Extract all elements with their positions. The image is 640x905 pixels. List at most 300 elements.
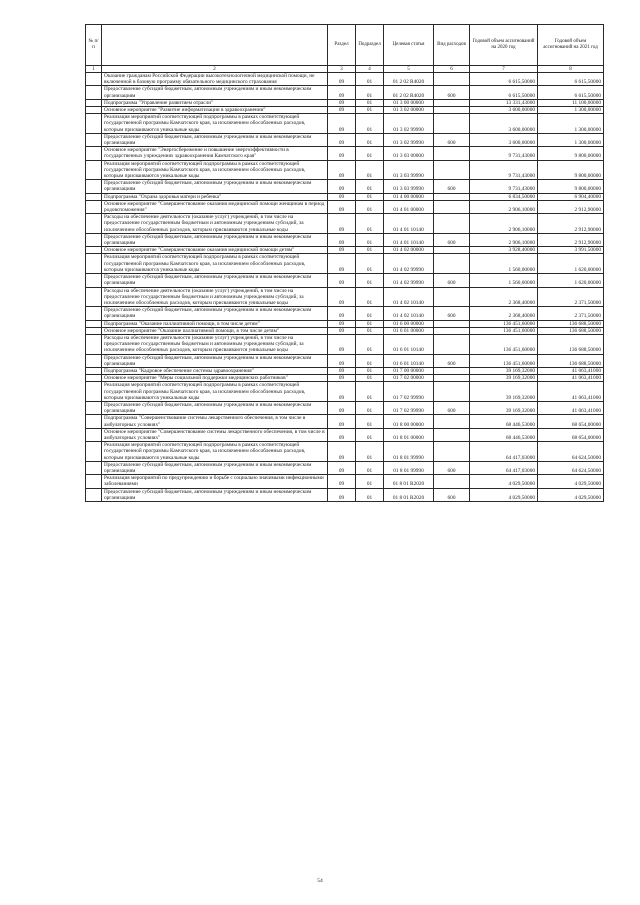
row-amount-2021-cell: 136 688,50000 — [538, 320, 604, 327]
row-amount-2020-cell: 1 560,00000 — [470, 254, 538, 274]
row-name-cell: Предоставление субсидий бюджетным, автономным учреждениям и иным некоммерческим организациям — [102, 180, 328, 193]
row-section-cell: 09 — [328, 287, 356, 307]
row-target-article-cell: 01 7 02 00000 — [384, 375, 434, 382]
row-target-article-cell: 01 4 02 99990 — [384, 254, 434, 274]
row-number-cell — [86, 114, 102, 134]
row-target-article-cell: 01 6 01 10140 — [384, 354, 434, 367]
row-expense-type-cell — [434, 428, 470, 441]
row-name-cell: Основное мероприятие "Оказание паллиативной помощи, в том числе детям" — [102, 327, 328, 334]
row-amount-2020-cell: 9 731,43000 — [470, 147, 538, 160]
table-row — [86, 247, 604, 254]
row-expense-type-cell — [434, 214, 470, 234]
row-section-cell: 09 — [328, 428, 356, 441]
row-subsection-cell: 01 — [356, 233, 384, 246]
row-target-article-cell: 01 2 02 R4020 — [384, 73, 434, 86]
row-expense-type-cell — [434, 160, 470, 180]
row-expense-type-cell: 600 — [434, 86, 470, 99]
row-amount-2021-cell: 11 100,00000 — [538, 99, 604, 106]
row-section-cell: 09 — [328, 214, 356, 234]
row-amount-2021-cell: 41 063,41000 — [538, 375, 604, 382]
row-number-cell — [86, 415, 102, 428]
row-amount-2020-cell: 2 906,10000 — [470, 200, 538, 213]
row-target-article-cell: 01 6 00 00000 — [384, 320, 434, 327]
row-expense-type-cell — [434, 382, 470, 402]
column-number: 3 — [328, 66, 356, 73]
row-number-cell — [86, 375, 102, 382]
row-amount-2020-cell: 9 731,43000 — [470, 180, 538, 193]
table-row — [86, 86, 604, 99]
row-name-cell: Предоставление субсидий бюджетным, автономным учреждениям и иным некоммерческим организациям — [102, 354, 328, 367]
row-name-cell: Реализация мероприятий соответствующей подпрограммы в рамках соответствующей государственной программы Камчатского края, за исключением обособленных расходов, которым присваиваются уникальные коды — [102, 254, 328, 274]
row-name-cell: Подпрограмма "Охрана здоровья матери и ребенка" — [102, 193, 328, 200]
row-section-cell: 09 — [328, 334, 356, 354]
table-row — [86, 367, 604, 374]
row-amount-2021-cell: 4 029,50000 — [538, 475, 604, 488]
row-number-cell — [86, 254, 102, 274]
table-row — [86, 334, 604, 354]
row-amount-2020-cell: 6 615,50000 — [470, 73, 538, 86]
budget-allocation-table — [85, 24, 604, 502]
row-amount-2020-cell: 9 731,43000 — [470, 160, 538, 180]
row-amount-2021-cell: 64 624,50000 — [538, 442, 604, 462]
row-amount-2021-cell: 64 624,50000 — [538, 461, 604, 474]
row-section-cell: 09 — [328, 461, 356, 474]
row-number-cell — [86, 73, 102, 86]
header-target-article: Целевая статья — [384, 25, 434, 66]
table-row — [86, 307, 604, 320]
row-name-cell: Подпрограмма "Кадровое обеспечение системы здравоохранения" — [102, 367, 328, 374]
row-subsection-cell: 01 — [356, 214, 384, 234]
row-number-cell — [86, 233, 102, 246]
row-expense-type-cell — [434, 475, 470, 488]
row-target-article-cell: 01 4 02 99990 — [384, 274, 434, 287]
table-row — [86, 488, 604, 501]
row-amount-2020-cell: 13 331,43000 — [470, 99, 538, 106]
row-subsection-cell: 01 — [356, 147, 384, 160]
row-section-cell: 09 — [328, 86, 356, 99]
row-amount-2020-cell: 2 906,10000 — [470, 214, 538, 234]
row-target-article-cell: 01 3 02 99990 — [384, 114, 434, 134]
row-target-article-cell: 01 4 02 10140 — [384, 307, 434, 320]
row-amount-2021-cell: 68 654,00000 — [538, 415, 604, 428]
row-subsection-cell: 01 — [356, 254, 384, 274]
row-amount-2020-cell: 2 906,10000 — [470, 233, 538, 246]
row-amount-2020-cell: 136 451,60000 — [470, 320, 538, 327]
row-name-cell: Расходы на обеспечение деятельности (оказание услуг) учреждений, в том числе на предоставление государственным бюджетным и автономным учреждениям субсидий, за исключением обособленных расходов, которым присваиваются уникальные коды — [102, 334, 328, 354]
row-target-article-cell: 01 8 01 99990 — [384, 461, 434, 474]
column-number-row — [86, 66, 604, 73]
table-row — [86, 354, 604, 367]
row-subsection-cell: 01 — [356, 461, 384, 474]
row-amount-2021-cell: 2 371,50000 — [538, 307, 604, 320]
row-amount-2020-cell: 39 169,32000 — [470, 375, 538, 382]
row-number-cell — [86, 475, 102, 488]
table-row — [86, 73, 604, 86]
row-section-cell: 09 — [328, 415, 356, 428]
table-row — [86, 107, 604, 114]
row-name-cell: Реализация мероприятий соответствующей подпрограммы в рамках соответствующей государственной программы Камчатского края, за исключением обособленных расходов, которым присваиваются уникальные коды — [102, 442, 328, 462]
row-name-cell: Предоставление субсидий бюджетным, автономным учреждениям и иным некоммерческим организациям — [102, 233, 328, 246]
row-number-cell — [86, 160, 102, 180]
row-expense-type-cell: 600 — [434, 354, 470, 367]
row-name-cell: Расходы на обеспечение деятельности (оказание услуг) учреждений, в том числе на предоставление государственным бюджетным и автономным учреждениям субсидий, за исключением обособленных расходов, которым присваиваются уникальные коды — [102, 287, 328, 307]
row-amount-2020-cell: 2 368,40000 — [470, 287, 538, 307]
row-target-article-cell: 01 2 02 R4020 — [384, 86, 434, 99]
row-amount-2020-cell: 39 169,32000 — [470, 382, 538, 402]
row-number-cell — [86, 442, 102, 462]
row-number-cell — [86, 180, 102, 193]
row-target-article-cell: 01 3 02 99990 — [384, 133, 434, 146]
row-amount-2021-cell: 68 654,00000 — [538, 428, 604, 441]
row-amount-2020-cell: 68 446,53000 — [470, 415, 538, 428]
row-name-cell: Основное мероприятие "Меры социальной поддержки медицинских работников" — [102, 375, 328, 382]
row-name-cell: Подпрограмма "Совершенствование системы лекарственного обеспечения, в том числе в амбулаторных условиях" — [102, 415, 328, 428]
row-amount-2021-cell: 1 300,00000 — [538, 114, 604, 134]
row-number-cell — [86, 99, 102, 106]
table-row — [86, 475, 604, 488]
row-number-cell — [86, 193, 102, 200]
row-number-cell — [86, 401, 102, 414]
row-amount-2020-cell: 68 446,53000 — [470, 428, 538, 441]
row-amount-2020-cell: 3 600,00000 — [470, 133, 538, 146]
row-subsection-cell: 01 — [356, 354, 384, 367]
table-row — [86, 160, 604, 180]
row-amount-2021-cell: 2 912,90000 — [538, 233, 604, 246]
column-number: 7 — [470, 66, 538, 73]
row-subsection-cell: 01 — [356, 415, 384, 428]
row-amount-2021-cell: 6 615,50000 — [538, 86, 604, 99]
row-number-cell — [86, 107, 102, 114]
row-expense-type-cell — [434, 334, 470, 354]
row-expense-type-cell: 600 — [434, 233, 470, 246]
row-name-cell: Предоставление субсидий бюджетным, автономным учреждениям и иным некоммерческим организациям — [102, 133, 328, 146]
row-name-cell: Предоставление субсидий бюджетным, автономным учреждениям и иным некоммерческим организациям — [102, 274, 328, 287]
row-target-article-cell: 01 7 02 99990 — [384, 382, 434, 402]
row-name-cell: Реализация мероприятий по предупреждению и борьбе с социально значимыми инфекционными заболеваниями — [102, 475, 328, 488]
row-name-cell: Реализация мероприятий соответствующей подпрограммы в рамках соответствующей государственной программы Камчатского края, за исключением обособленных расходов, которым присваиваются уникальные коды — [102, 160, 328, 180]
row-target-article-cell: 01 3 03 99990 — [384, 160, 434, 180]
row-subsection-cell: 01 — [356, 86, 384, 99]
row-amount-2021-cell: 136 688,50000 — [538, 327, 604, 334]
row-amount-2020-cell: 3 928,40000 — [470, 247, 538, 254]
row-target-article-cell: 01 8 01 00000 — [384, 428, 434, 441]
row-expense-type-cell — [434, 287, 470, 307]
row-number-cell — [86, 488, 102, 501]
header-amount-2021: Годовой объем ассигнований на 2021 год — [538, 25, 604, 66]
row-amount-2021-cell: 9 800,00000 — [538, 147, 604, 160]
row-section-cell: 09 — [328, 274, 356, 287]
row-name-cell: Расходы на обеспечение деятельности (оказание услуг) учреждений, в том числе на предоставление государственным бюджетным и автономным учреждениям субсидий, за исключением обособленных расходов, которым присваиваются уникальные коды — [102, 214, 328, 234]
row-section-cell: 09 — [328, 200, 356, 213]
row-subsection-cell: 01 — [356, 114, 384, 134]
row-section-cell: 09 — [328, 401, 356, 414]
row-expense-type-cell: 600 — [434, 401, 470, 414]
header-section: Раздел — [328, 25, 356, 66]
row-subsection-cell: 01 — [356, 133, 384, 146]
row-section-cell: 09 — [328, 307, 356, 320]
row-amount-2021-cell: 2 912,90000 — [538, 214, 604, 234]
table-row — [86, 375, 604, 382]
row-section-cell: 09 — [328, 254, 356, 274]
table-row — [86, 327, 604, 334]
row-target-article-cell: 01 8 00 00000 — [384, 415, 434, 428]
column-number: 5 — [384, 66, 434, 73]
row-target-article-cell: 01 7 00 00000 — [384, 367, 434, 374]
row-expense-type-cell — [434, 147, 470, 160]
table-row — [86, 133, 604, 146]
row-target-article-cell: 01 3 02 00000 — [384, 107, 434, 114]
row-subsection-cell: 01 — [356, 99, 384, 106]
table-row — [86, 214, 604, 234]
row-amount-2021-cell: 1 620,00000 — [538, 254, 604, 274]
row-amount-2020-cell: 6 615,50000 — [470, 86, 538, 99]
row-amount-2020-cell: 4 029,50000 — [470, 475, 538, 488]
row-amount-2021-cell: 41 063,41000 — [538, 382, 604, 402]
row-name-cell: Предоставление субсидий бюджетным, автономным учреждениям и иным некоммерческим организациям — [102, 307, 328, 320]
row-name-cell: Предоставление субсидий бюджетным, автономным учреждениям и иным некоммерческим организациям — [102, 86, 328, 99]
row-expense-type-cell — [434, 367, 470, 374]
row-amount-2020-cell: 64 417,03000 — [470, 442, 538, 462]
row-subsection-cell: 01 — [356, 327, 384, 334]
row-amount-2020-cell: 1 560,00000 — [470, 274, 538, 287]
row-expense-type-cell — [434, 327, 470, 334]
row-name-cell: Основное мероприятие "Совершенствование оказания медицинской помощи женщинам в период родовспоможения" — [102, 200, 328, 213]
row-amount-2020-cell: 64 417,03000 — [470, 461, 538, 474]
table-row — [86, 461, 604, 474]
row-amount-2021-cell: 41 063,41000 — [538, 367, 604, 374]
row-expense-type-cell: 600 — [434, 461, 470, 474]
row-amount-2020-cell: 4 029,50000 — [470, 488, 538, 501]
row-name-cell: Предоставление субсидий бюджетным, автономным учреждениям и иным некоммерческим организациям — [102, 488, 328, 501]
row-expense-type-cell — [434, 415, 470, 428]
table-row — [86, 287, 604, 307]
row-name-cell: Основное мероприятие "Энергосбережение и повышение энергоэффективности в государственных учреждениях здравоохранения Камчатского края" — [102, 147, 328, 160]
row-amount-2021-cell: 1 300,00000 — [538, 133, 604, 146]
row-target-article-cell: 01 3 03 99990 — [384, 180, 434, 193]
table-row — [86, 274, 604, 287]
column-number: 1 — [86, 66, 102, 73]
row-section-cell: 09 — [328, 233, 356, 246]
table-row — [86, 193, 604, 200]
row-subsection-cell: 01 — [356, 442, 384, 462]
row-amount-2021-cell: 1 620,00000 — [538, 274, 604, 287]
row-number-cell — [86, 428, 102, 441]
row-expense-type-cell — [434, 99, 470, 106]
row-amount-2020-cell: 2 368,40000 — [470, 307, 538, 320]
row-subsection-cell: 01 — [356, 287, 384, 307]
table-row — [86, 180, 604, 193]
row-number-cell — [86, 274, 102, 287]
row-expense-type-cell — [434, 375, 470, 382]
row-number-cell — [86, 86, 102, 99]
row-subsection-cell: 01 — [356, 334, 384, 354]
table-row — [86, 114, 604, 134]
row-subsection-cell: 01 — [356, 488, 384, 501]
row-subsection-cell: 01 — [356, 73, 384, 86]
row-amount-2020-cell: 136 451,60000 — [470, 327, 538, 334]
row-number-cell — [86, 334, 102, 354]
row-subsection-cell: 01 — [356, 367, 384, 374]
row-number-cell — [86, 461, 102, 474]
row-target-article-cell: 01 8 01 R2020 — [384, 475, 434, 488]
row-amount-2021-cell: 2 912,90000 — [538, 200, 604, 213]
row-subsection-cell: 01 — [356, 200, 384, 213]
row-section-cell: 09 — [328, 320, 356, 327]
row-number-cell — [86, 200, 102, 213]
row-expense-type-cell — [434, 114, 470, 134]
row-section-cell: 09 — [328, 193, 356, 200]
row-subsection-cell: 01 — [356, 375, 384, 382]
row-number-cell — [86, 147, 102, 160]
row-amount-2020-cell: 3 600,00000 — [470, 114, 538, 134]
row-section-cell: 09 — [328, 180, 356, 193]
row-number-cell — [86, 287, 102, 307]
row-subsection-cell: 01 — [356, 180, 384, 193]
table-row — [86, 254, 604, 274]
row-amount-2021-cell: 6 904,40000 — [538, 193, 604, 200]
table-row — [86, 442, 604, 462]
table-row — [86, 99, 604, 106]
row-number-cell — [86, 307, 102, 320]
column-number: 2 — [102, 66, 328, 73]
row-subsection-cell: 01 — [356, 401, 384, 414]
header-subsection: Подраздел — [356, 25, 384, 66]
row-amount-2020-cell: 6 834,50000 — [470, 193, 538, 200]
row-expense-type-cell: 600 — [434, 488, 470, 501]
row-number-cell — [86, 320, 102, 327]
page-number: 54 — [317, 878, 323, 884]
row-section-cell: 09 — [328, 147, 356, 160]
row-subsection-cell: 01 — [356, 274, 384, 287]
row-subsection-cell: 01 — [356, 428, 384, 441]
row-expense-type-cell — [434, 73, 470, 86]
row-target-article-cell: 01 4 01 00000 — [384, 200, 434, 213]
row-name-cell: Реализация мероприятий соответствующей подпрограммы в рамках соответствующей государственной программы Камчатского края, за исключением обособленных расходов, которым присваиваются уникальные коды — [102, 114, 328, 134]
row-number-cell — [86, 327, 102, 334]
row-name-cell: Основное мероприятие "Совершенствование оказания медицинской помощи детям" — [102, 247, 328, 254]
table-row — [86, 428, 604, 441]
row-amount-2020-cell: 3 600,00000 — [470, 107, 538, 114]
row-target-article-cell: 01 3 03 00000 — [384, 147, 434, 160]
row-expense-type-cell — [434, 200, 470, 213]
row-section-cell: 09 — [328, 367, 356, 374]
row-amount-2021-cell: 3 991,50000 — [538, 247, 604, 254]
row-amount-2020-cell: 39 169,32000 — [470, 401, 538, 414]
row-target-article-cell: 01 4 02 00000 — [384, 247, 434, 254]
row-number-cell — [86, 247, 102, 254]
row-amount-2021-cell: 6 615,50000 — [538, 73, 604, 86]
row-subsection-cell: 01 — [356, 107, 384, 114]
row-section-cell: 09 — [328, 133, 356, 146]
row-section-cell: 09 — [328, 327, 356, 334]
row-amount-2021-cell: 2 371,50000 — [538, 287, 604, 307]
row-amount-2021-cell: 9 800,00000 — [538, 180, 604, 193]
row-amount-2021-cell: 136 688,50000 — [538, 334, 604, 354]
header-amount-2020: Годовой объем ассигнований на 2020 год — [470, 25, 538, 66]
row-section-cell: 09 — [328, 475, 356, 488]
row-subsection-cell: 01 — [356, 247, 384, 254]
row-expense-type-cell — [434, 254, 470, 274]
row-name-cell: Оказание гражданам Российской Федерации высокотехнологичной медицинской помощи, не включенной в базовую программу обязательного медицинского страхования — [102, 73, 328, 86]
row-amount-2020-cell: 39 169,32000 — [470, 367, 538, 374]
row-target-article-cell: 01 8 01 99990 — [384, 442, 434, 462]
row-amount-2021-cell: 9 800,00000 — [538, 160, 604, 180]
row-name-cell: Предоставление субсидий бюджетным, автономным учреждениям и иным некоммерческим организациям — [102, 401, 328, 414]
column-number: 4 — [356, 66, 384, 73]
row-target-article-cell: 01 4 01 10140 — [384, 214, 434, 234]
row-expense-type-cell: 600 — [434, 307, 470, 320]
column-number: 8 — [538, 66, 604, 73]
row-subsection-cell: 01 — [356, 320, 384, 327]
row-expense-type-cell — [434, 107, 470, 114]
row-name-cell: Подпрограмма "Оказание паллиативной помощи, в том числе детям" — [102, 320, 328, 327]
row-number-cell — [86, 133, 102, 146]
table-row — [86, 415, 604, 428]
row-section-cell: 09 — [328, 488, 356, 501]
table-row — [86, 147, 604, 160]
row-number-cell — [86, 367, 102, 374]
table-body — [86, 73, 604, 502]
row-name-cell: Основное мероприятие "Совершенствование системы лекарственного обеспечения, в том числе в амбулаторных условиях" — [102, 428, 328, 441]
row-subsection-cell: 01 — [356, 307, 384, 320]
row-number-cell — [86, 382, 102, 402]
row-subsection-cell: 01 — [356, 382, 384, 402]
row-target-article-cell: 01 4 01 10140 — [384, 233, 434, 246]
table-row — [86, 233, 604, 246]
row-number-cell — [86, 354, 102, 367]
row-subsection-cell: 01 — [356, 475, 384, 488]
row-section-cell: 09 — [328, 382, 356, 402]
row-section-cell: 09 — [328, 247, 356, 254]
row-expense-type-cell: 600 — [434, 274, 470, 287]
row-expense-type-cell — [434, 320, 470, 327]
header-name — [102, 25, 328, 66]
row-subsection-cell: 01 — [356, 193, 384, 200]
row-target-article-cell: 01 6 01 10140 — [384, 334, 434, 354]
row-target-article-cell: 01 8 01 R2020 — [384, 488, 434, 501]
table-row — [86, 320, 604, 327]
row-section-cell: 09 — [328, 107, 356, 114]
row-target-article-cell: 01 4 00 00000 — [384, 193, 434, 200]
row-name-cell: Реализация мероприятий соответствующей подпрограммы в рамках соответствующей государственной программы Камчатского края, за исключением обособленных расходов, которым присваиваются уникальные коды — [102, 382, 328, 402]
row-amount-2020-cell: 136 451,60000 — [470, 354, 538, 367]
row-amount-2021-cell: 1 300,00000 — [538, 107, 604, 114]
row-section-cell: 09 — [328, 160, 356, 180]
row-expense-type-cell: 600 — [434, 180, 470, 193]
row-section-cell: 09 — [328, 73, 356, 86]
row-subsection-cell: 01 — [356, 160, 384, 180]
row-target-article-cell: 01 4 02 10140 — [384, 287, 434, 307]
table-row — [86, 200, 604, 213]
row-name-cell: Подпрограмма "Управление развитием отрасли" — [102, 99, 328, 106]
row-expense-type-cell — [434, 247, 470, 254]
row-expense-type-cell — [434, 442, 470, 462]
row-expense-type-cell — [434, 193, 470, 200]
row-section-cell: 09 — [328, 442, 356, 462]
row-expense-type-cell: 600 — [434, 133, 470, 146]
row-target-article-cell: 01 6 01 00000 — [384, 327, 434, 334]
table-row — [86, 401, 604, 414]
row-section-cell: 09 — [328, 99, 356, 106]
row-number-cell — [86, 214, 102, 234]
row-name-cell: Основное мероприятие "Развитие информатизации в здравоохранении" — [102, 107, 328, 114]
column-number: 6 — [434, 66, 470, 73]
row-section-cell: 09 — [328, 354, 356, 367]
table-header-row — [86, 25, 604, 66]
row-target-article-cell: 01 3 00 00000 — [384, 99, 434, 106]
row-target-article-cell: 01 7 02 99990 — [384, 401, 434, 414]
table-row — [86, 382, 604, 402]
